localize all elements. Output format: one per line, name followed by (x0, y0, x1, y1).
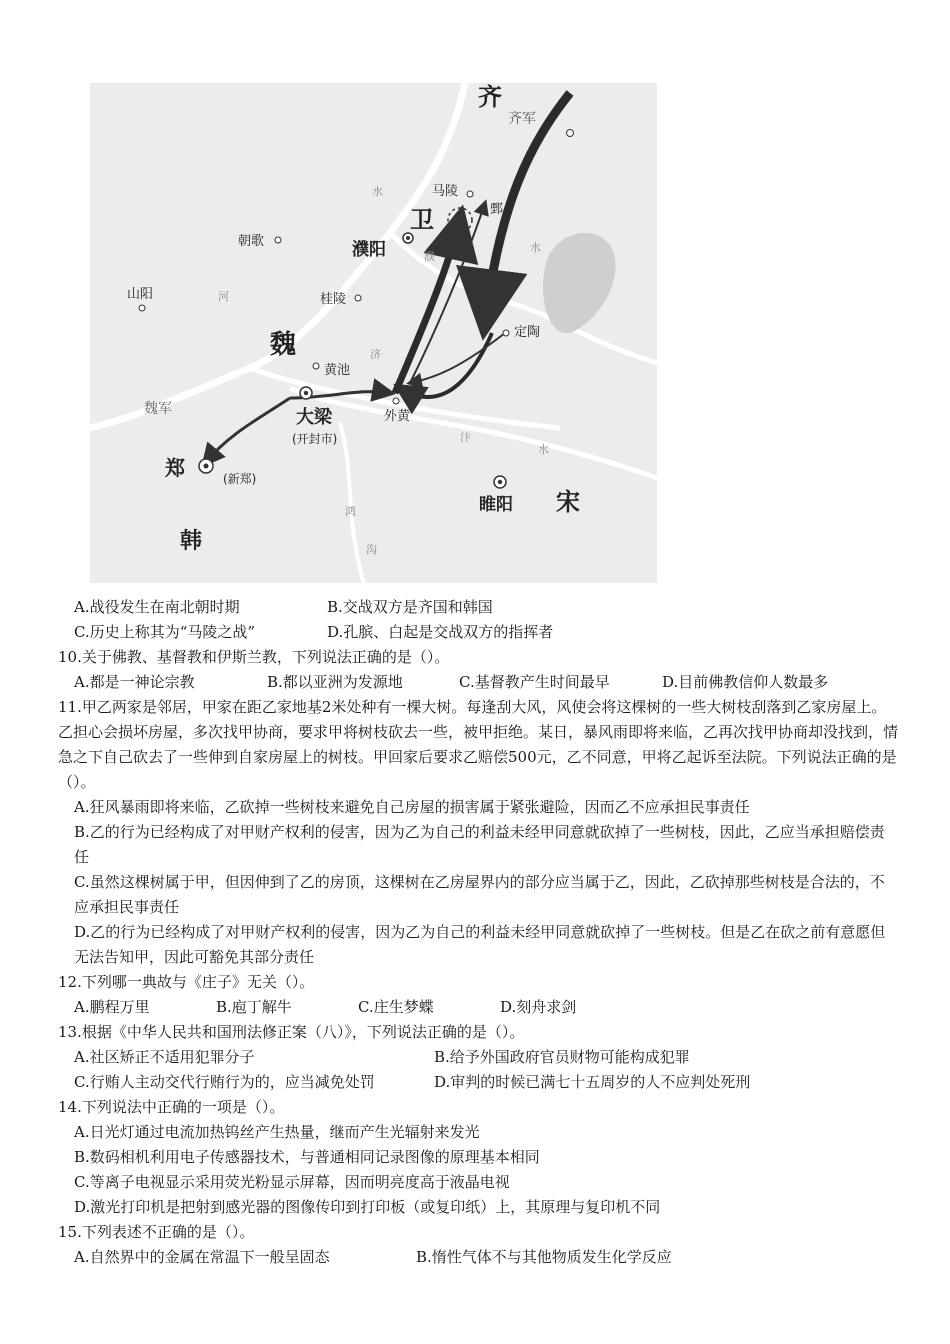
q13-option-c: C.行贿人主动交代行贿行为的，应当减免处罚 (74, 1073, 375, 1091)
q9-option-d: D.孔膑、白起是交战双方的指挥者 (327, 623, 554, 641)
label-juan: 鄄 (490, 202, 504, 217)
q9-option-c: C.历史上称其为“马陵之战” (74, 623, 256, 641)
q10-option-d: D.目前佛教信仰人数最多 (662, 673, 829, 691)
label-wei-state: 卫 (410, 206, 434, 234)
q13-option-a: A.社区矫正不适用犯罪分子 (74, 1048, 255, 1066)
q11-stem: 11.甲乙两家是邻居，甲家在距乙家地基2米处种有一棵大树。每逢刮大风，风使会将这棵树的一些大树枝刮落到乙家房屋上。乙担心会损坏房屋，多次找甲协商，要求甲将树枝砍去一些，被甲拒绝。某日，暴风雨即将来临，乙再次找甲协商却没找到，情急之下自己砍去了一些伸到自家房屋上的树枝。甲回家后要求乙赔偿500元，乙不同意，甲将乙起诉至法院。下列说法正确的是（）。 (58, 698, 899, 791)
label-river-ji: 济 (370, 348, 381, 361)
label-qi-army: 齐军 (508, 111, 536, 127)
q15-stem: 15.下列表述不正确的是（）。 (58, 1223, 255, 1241)
label-suiyang: 睢阳 (479, 495, 513, 515)
label-river-he: 河 (218, 290, 229, 303)
guiling-marker (355, 295, 361, 301)
label-chaoge: 朝歌 (238, 234, 265, 249)
huangchi-marker (313, 363, 319, 369)
label-maling: 马陵 (432, 184, 459, 199)
maling-marker (467, 191, 473, 197)
label-han: 韩 (180, 529, 203, 554)
dingtao-marker (503, 330, 509, 336)
q13-stem: 13.根据《中华人民共和国刑法修正案（八）》，下列说法正确的是（）。 (58, 1023, 525, 1041)
q12-option-b: B.庖丁解牛 (216, 998, 292, 1016)
q10-option-c: C.基督教产生时间最早 (459, 673, 610, 691)
q9-option-b: B.交战双方是齐国和韩国 (327, 598, 493, 616)
label-river-shui3: 水 (538, 443, 549, 456)
q11-option-d: D.乙的行为已经构成了对甲财产权利的侵害，因为乙为自己的利益未经甲同意就砍掉了一些树枝。但是乙在砍之前有意愿但无法告知甲，因此可豁免其部分责任 (74, 923, 886, 966)
qi-marker (567, 130, 574, 137)
zheng-marker-inner (204, 464, 209, 469)
battle-map (90, 83, 657, 583)
label-daliang: 大梁 (296, 407, 332, 428)
label-river-shui1: 水 (372, 185, 383, 198)
q12-stem: 12.下列哪一典故与《庄子》无关（）。 (58, 973, 315, 991)
chaoge-marker (275, 237, 281, 243)
q14-option-a: A.日光灯通过电流加热钨丝产生热量，继而产生光辐射来发光 (74, 1123, 480, 1141)
q10-option-b: B.都以亚洲为发源地 (267, 673, 403, 691)
q11-option-b: B.乙的行为已经构成了对甲财产权利的侵害，因为乙为自己的利益未经甲同意就砍掉了一些树枝，因此，乙应当承担赔偿责任 (74, 823, 885, 866)
puyang-marker-inner (406, 236, 410, 240)
q14-option-c: C.等离子电视显示采用荧光粉显示屏幕，因而明亮度高于液晶电视 (74, 1173, 510, 1191)
q9-option-a: A.战役发生在南北朝时期 (74, 598, 240, 616)
label-wei-army: 魏军 (144, 401, 172, 417)
label-waihuang: 外黄 (384, 409, 411, 424)
q14-stem: 14.下列说法中正确的一项是（）。 (58, 1098, 285, 1116)
q13-option-d: D.审判的时候已满七十五周岁的人不应判处死刑 (434, 1073, 751, 1091)
q14-option-d: D.激光打印机是把射到感光器的图像传印到打印板（或复印纸）上，其原理与复印机不同 (74, 1198, 661, 1216)
label-river-hong: 鸿 (345, 505, 356, 518)
shanyang-marker (139, 305, 145, 311)
label-river-gou: 沟 (366, 543, 377, 556)
label-puyang: 濮阳 (352, 240, 386, 260)
q14-option-b: B.数码相机利用电子传感器技术，与普通相同记录图像的原理基本相同 (74, 1148, 540, 1166)
label-shanyang: 山阳 (127, 287, 154, 302)
label-river-shui2: 水 (530, 241, 541, 254)
q12-option-d: D.刻舟求剑 (500, 998, 577, 1016)
q12-option-c: C.庄生梦蝶 (358, 998, 434, 1016)
label-qi: 齐 (478, 83, 502, 111)
q10-stem: 10.关于佛教、基督教和伊斯兰教，下列说法正确的是（）。 (58, 648, 450, 666)
label-song: 宋 (556, 488, 580, 516)
label-wei: 魏 (270, 330, 297, 360)
daliang-marker-inner (304, 391, 308, 395)
q13-option-b: B.给予外国政府官员财物可能构成犯罪 (434, 1048, 690, 1066)
q15-option-b: B.惰性气体不与其他物质发生化学反应 (416, 1248, 672, 1266)
label-dingtao: 定陶 (514, 325, 541, 340)
q12-option-a: A.鹏程万里 (74, 998, 150, 1016)
label-river-pu: 濮 (424, 250, 435, 263)
q11-option-a: A.狂风暴雨即将来临，乙砍掉一些树枝来避免自己房屋的损害属于紧张避险，因而乙不应承担民事责任 (74, 798, 750, 816)
q15-option-a: A.自然界中的金属在常温下一般呈固态 (74, 1248, 330, 1266)
label-guiling: 桂陵 (320, 292, 347, 307)
q10-option-a: A.都是一神论宗教 (74, 673, 195, 691)
label-huangchi: 黄池 (324, 363, 351, 378)
label-kaifeng: (开封市) (292, 432, 338, 446)
label-xinzheng: (新郑) (223, 472, 257, 486)
q11-option-c: C.虽然这棵树属于甲，但因伸到了乙的房顶，这棵树在乙房屋界内的部分应当属于乙，因此，乙砍掉那些树枝是合法的，不应承担民事责任 (74, 873, 885, 916)
waihuang-marker (393, 398, 399, 404)
label-river-bian: 汴 (460, 431, 471, 444)
suiyang-marker-inner (498, 480, 502, 484)
label-zheng: 郑 (165, 456, 185, 480)
